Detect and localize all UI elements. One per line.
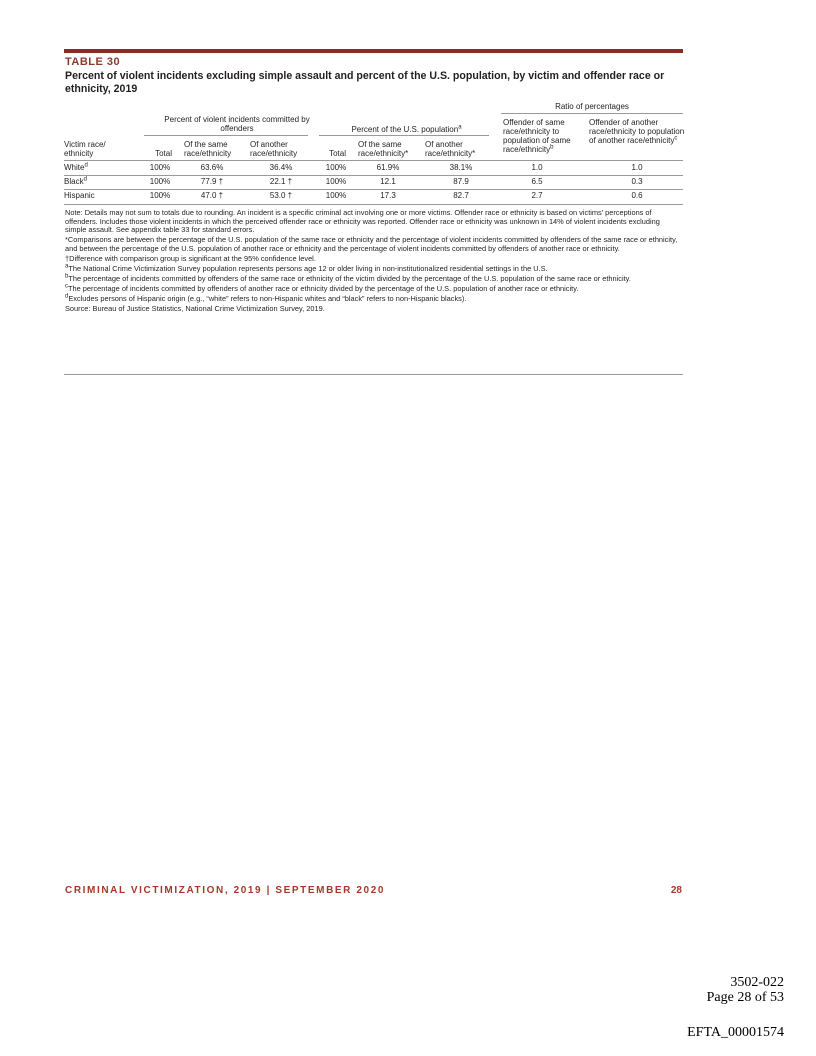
another-column-header: Of another race/ethnicity: [250, 140, 298, 158]
table-notes: [65, 209, 682, 315]
cell-same: 47.0 †: [200, 191, 224, 200]
total-column-header: Total: [155, 149, 172, 158]
table-title: Percent of violent incidents excluding simple assault and percent of the U.S. population, by victim and offender race or ethnicity, 2019: [65, 70, 665, 95]
footer-page-number: 28: [670, 885, 682, 896]
cell-ratio-another: 0.3: [631, 177, 643, 186]
footnote-c: $^c$The percentage of incidents committed by offenders of another race or ethnicity divided by the percentage of the U.S. population of another race or ethnicity.: [65, 283, 579, 293]
cell-total: 100%: [149, 177, 171, 186]
footer-publication-title: CRIMINAL VICTIMIZATION, 2019 | SEPTEMBER 2020: [65, 885, 386, 896]
page-count-stamp: Page 28 of 53: [706, 990, 784, 1005]
cell-another: 36.4%: [269, 163, 293, 172]
table-label: TABLE 30: [65, 56, 121, 68]
cell-ratio-another: 0.6: [631, 191, 643, 200]
footnote-b: $^b$The percentage of incidents committed by offenders of the same race or ethnicity of the victim divided by the percentage of the U.S. population of the same race or ethnicity.: [65, 273, 631, 283]
row-label: Black$^d$: [64, 176, 87, 186]
cell-pop-same: 12.1: [380, 177, 396, 186]
same-column-header: Of the same race/ethnicity: [184, 140, 232, 158]
cell-pop-total: 100%: [325, 191, 347, 200]
footnote-d: $^d$Excludes persons of Hispanic origin (e.g., “white” refers to non-Hispanic whites and “black” refers to non-Hispanic blacks).: [65, 293, 467, 304]
cell-pop-same: 61.9%: [376, 163, 400, 172]
cell-ratio-another: 1.0: [631, 163, 643, 172]
cell-pop-another: 82.7: [453, 191, 469, 200]
table-row: [64, 163, 683, 174]
cell-pop-same: 17.3: [380, 191, 396, 200]
note-text: Note: Details may not sum to totals due to rounding. An incident is a specific criminal act involving one or more victims. Offender race or ethnicity is based on victims’ perceptions of offenders. Includes those violent incidents in which the perceived offender race or ethnicity was reported. Offender race or ethnicity was unknown in 14% of violent incidents excluding simple assault. See appendix table 33 for standard errors.: [65, 208, 660, 234]
ratio-group-header: Ratio of percentages: [555, 102, 629, 111]
notes-bottom-rule: [64, 374, 683, 375]
bates-number-stamp: EFTA_00001574: [687, 1025, 784, 1040]
row-label: Hispanic: [64, 191, 95, 200]
ratio-same-header: Offender of same race/ethnicity to population of same race/ethnicity$^b$: [503, 118, 571, 154]
victim-column-header: Victim race/ ethnicity: [64, 140, 106, 158]
dagger-footnote: †Difference with comparison group is significant at the 95% confidence level.: [65, 253, 316, 263]
document-id-stamp: 3502-022: [730, 975, 784, 990]
cell-pop-total: 100%: [325, 163, 347, 172]
table-row: [64, 191, 683, 202]
header-bottom-rule: [64, 160, 683, 161]
population-group-header: Percent of the U.S. population$^a$: [351, 124, 462, 134]
cell-total: 100%: [149, 163, 171, 172]
ratio-another-header: Offender of another race/ethnicity to population of another race/ethnicity$^c$: [589, 118, 685, 145]
cell-ratio-same: 1.0: [531, 163, 543, 172]
row-rule: [64, 189, 683, 190]
footnote-a: $^a$The National Crime Victimization Survey population represents persons age 12 or older living in non-institutionalized residential settings in the U.S.: [65, 263, 548, 273]
incidents-group-rule: [144, 135, 308, 136]
cell-ratio-same: 2.7: [531, 191, 543, 200]
pop-another-column-header: Of another race/ethnicity*: [425, 140, 476, 158]
table-row: [64, 177, 683, 188]
ratio-group-rule: [501, 113, 683, 114]
row-label: White$^d$: [64, 162, 88, 172]
cell-pop-another: 38.1%: [449, 163, 473, 172]
cell-ratio-same: 6.5: [531, 177, 543, 186]
row-rule: [64, 175, 683, 176]
table-bottom-rule: [64, 204, 683, 205]
cell-same: 63.6%: [200, 163, 224, 172]
pop-same-column-header: Of the same race/ethnicity*: [358, 140, 409, 158]
pop-total-column-header: Total: [329, 149, 346, 158]
top-rule: [64, 49, 683, 53]
cell-pop-another: 87.9: [453, 177, 469, 186]
cell-same: 77.9 †: [200, 177, 224, 186]
star-footnote: *Comparisons are between the percentage of the U.S. population of the same race or ethnicity and the percentage of violent incidents committed by offenders of the same race or ethnicity, and between the percentage of the U.S. population of another race or ethnicity and the percentage of violent incidents committed by offenders of another race or ethnicity.: [65, 235, 678, 253]
cell-another: 22.1 †: [269, 177, 293, 186]
cell-total: 100%: [149, 191, 171, 200]
source-line: Source: Bureau of Justice Statistics, National Crime Victimization Survey, 2019.: [65, 304, 325, 314]
cell-another: 53.0 †: [269, 191, 293, 200]
incidents-group-header: Percent of violent incidents committed by offenders: [164, 115, 310, 133]
cell-pop-total: 100%: [325, 177, 347, 186]
population-group-rule: [319, 135, 489, 136]
